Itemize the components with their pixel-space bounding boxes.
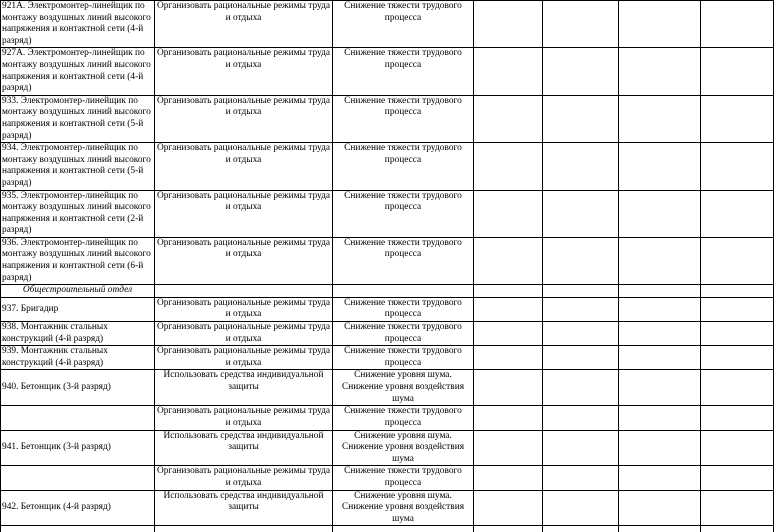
position-cell: 927А. Электромонтер-линейщик по монтажу воздушных линий высокого напряжения и контактной сети (4-й разряд): [1, 48, 155, 95]
empty-cell: [619, 406, 701, 430]
empty-cell: [474, 95, 543, 142]
position-cell: [1, 406, 155, 430]
empty-cell: [543, 406, 619, 430]
position-cell: 938. Монтажник стальных конструкций (4-й разряд): [1, 322, 155, 346]
position-cell: 939. Монтажник стальных конструкций (4-й разряд): [1, 346, 155, 370]
empty-cell: [619, 143, 701, 190]
empty-cell: [619, 322, 701, 346]
empty-cell: [619, 526, 701, 532]
position-cell: 935. Электромонтер-линейщик по монтажу воздушных линий высокого напряжения и контактной сети (2-й разряд): [1, 190, 155, 237]
table-row: [1, 143, 774, 190]
empty-cell: [619, 237, 701, 284]
empty-cell: [701, 285, 774, 298]
position-cell: [1, 466, 155, 490]
table-row: [1, 95, 774, 142]
table-body: [1, 1, 774, 532]
empty-cell: [619, 466, 701, 490]
empty-cell: [543, 466, 619, 490]
empty-cell: [333, 285, 474, 298]
goal-cell: Снижение уровня шума. Снижение уровня воздействия шума: [333, 370, 474, 406]
empty-cell: [474, 285, 543, 298]
table-row: [1, 526, 774, 532]
measure-cell: Использовать средства индивидуальной защиты: [155, 370, 333, 406]
empty-cell: [619, 95, 701, 142]
measure-cell: Организовать рациональные режимы труда и отдыха: [155, 322, 333, 346]
section-row: [1, 285, 774, 298]
goal-cell: Снижение тяжести трудового процесса: [333, 406, 474, 430]
table-row: [1, 190, 774, 237]
empty-cell: [474, 346, 543, 370]
empty-cell: [619, 297, 701, 321]
goal-cell: Снижение тяжести трудового процесса: [333, 466, 474, 490]
table-row: [1, 346, 774, 370]
empty-cell: [619, 1, 701, 48]
goal-cell: Снижение тяжести трудового процесса: [333, 48, 474, 95]
position-cell: 937. Бригадир: [1, 297, 155, 321]
empty-cell: [543, 490, 619, 526]
goal-cell: Снижение уровня шума. Снижение уровня воздействия шума: [333, 430, 474, 466]
table-row: [1, 322, 774, 346]
measure-cell: Организовать рациональные режимы труда и отдыха: [155, 406, 333, 430]
goal-cell: [333, 526, 474, 532]
table-row: [1, 297, 774, 321]
empty-cell: [474, 48, 543, 95]
position-cell: 933. Электромонтер-линейщик по монтажу воздушных линий высокого напряжения и контактной сети (5-й разряд): [1, 95, 155, 142]
empty-cell: [543, 297, 619, 321]
empty-cell: [474, 297, 543, 321]
measure-cell: Организовать рациональные режимы труда и отдыха: [155, 143, 333, 190]
empty-cell: [701, 48, 774, 95]
position-cell: 942. Бетонщик (4-й разряд): [1, 490, 155, 526]
empty-cell: [543, 1, 619, 48]
empty-cell: [474, 466, 543, 490]
empty-cell: [474, 237, 543, 284]
empty-cell: [619, 430, 701, 466]
measure-cell: Использовать средства индивидуальной защиты: [155, 490, 333, 526]
measure-cell: [155, 526, 333, 532]
empty-cell: [474, 406, 543, 430]
position-cell: 921А. Электромонтер-линейщик по монтажу воздушных линий высокого напряжения и контактной сети (4-й разряд): [1, 1, 155, 48]
goal-cell: Снижение тяжести трудового процесса: [333, 190, 474, 237]
measure-cell: Организовать рациональные режимы труда и отдыха: [155, 95, 333, 142]
empty-cell: [474, 322, 543, 346]
empty-cell: [701, 406, 774, 430]
empty-cell: [701, 346, 774, 370]
empty-cell: [543, 430, 619, 466]
empty-cell: [474, 490, 543, 526]
empty-cell: [543, 95, 619, 142]
empty-cell: [474, 1, 543, 48]
empty-cell: [543, 322, 619, 346]
measure-cell: Организовать рациональные режимы труда и отдыха: [155, 48, 333, 95]
table-row: [1, 490, 774, 526]
table-row: [1, 48, 774, 95]
position-cell: 934. Электромонтер-линейщик по монтажу воздушных линий высокого напряжения и контактной сети (5-й разряд): [1, 143, 155, 190]
goal-cell: Снижение тяжести трудового процесса: [333, 1, 474, 48]
empty-cell: [543, 370, 619, 406]
empty-cell: [701, 190, 774, 237]
table-row: [1, 1, 774, 48]
measure-cell: Организовать рациональные режимы труда и отдыха: [155, 1, 333, 48]
goal-cell: Снижение уровня шума. Снижение уровня воздействия шума: [333, 490, 474, 526]
empty-cell: [701, 95, 774, 142]
empty-cell: [474, 143, 543, 190]
empty-cell: [701, 430, 774, 466]
empty-cell: [701, 297, 774, 321]
empty-cell: [619, 490, 701, 526]
goal-cell: Снижение тяжести трудового процесса: [333, 95, 474, 142]
empty-cell: [619, 370, 701, 406]
measure-cell: Организовать рациональные режимы труда и отдыха: [155, 237, 333, 284]
empty-cell: [701, 466, 774, 490]
table-row: [1, 237, 774, 284]
measure-cell: Организовать рациональные режимы труда и отдыха: [155, 346, 333, 370]
goal-cell: Снижение тяжести трудового процесса: [333, 346, 474, 370]
goal-cell: Снижение тяжести трудового процесса: [333, 322, 474, 346]
empty-cell: [474, 190, 543, 237]
empty-cell: [543, 526, 619, 532]
empty-cell: [701, 526, 774, 532]
empty-cell: [701, 490, 774, 526]
empty-cell: [474, 430, 543, 466]
position-cell: 941. Бетонщик (3-й разряд): [1, 430, 155, 466]
empty-cell: [619, 285, 701, 298]
empty-cell: [701, 1, 774, 48]
empty-cell: [619, 190, 701, 237]
empty-cell: [619, 346, 701, 370]
empty-cell: [474, 370, 543, 406]
empty-cell: [701, 322, 774, 346]
position-cell: 936. Электромонтер-линейщик по монтажу воздушных линий высокого напряжения и контактной сети (6-й разряд): [1, 237, 155, 284]
goal-cell: Снижение тяжести трудового процесса: [333, 297, 474, 321]
measure-cell: Организовать рациональные режимы труда и отдыха: [155, 297, 333, 321]
empty-cell: [543, 143, 619, 190]
empty-cell: [701, 237, 774, 284]
empty-cell: [155, 285, 333, 298]
goal-cell: Снижение тяжести трудового процесса: [333, 143, 474, 190]
position-cell: 940. Бетонщик (3-й разряд): [1, 370, 155, 406]
position-cell: [1, 526, 155, 532]
table-row: [1, 430, 774, 466]
table-row: [1, 466, 774, 490]
measure-cell: Организовать рациональные режимы труда и отдыха: [155, 466, 333, 490]
goal-cell: Снижение тяжести трудового процесса: [333, 237, 474, 284]
table-row: [1, 370, 774, 406]
empty-cell: [543, 190, 619, 237]
empty-cell: [701, 143, 774, 190]
empty-cell: [543, 285, 619, 298]
table-row: [1, 406, 774, 430]
empty-cell: [701, 370, 774, 406]
empty-cell: [543, 48, 619, 95]
empty-cell: [474, 526, 543, 532]
empty-cell: [543, 237, 619, 284]
measure-cell: Использовать средства индивидуальной защиты: [155, 430, 333, 466]
section-title: Общестроительный отдел: [1, 285, 155, 298]
measure-cell: Организовать рациональные режимы труда и отдыха: [155, 190, 333, 237]
empty-cell: [543, 346, 619, 370]
empty-cell: [619, 48, 701, 95]
